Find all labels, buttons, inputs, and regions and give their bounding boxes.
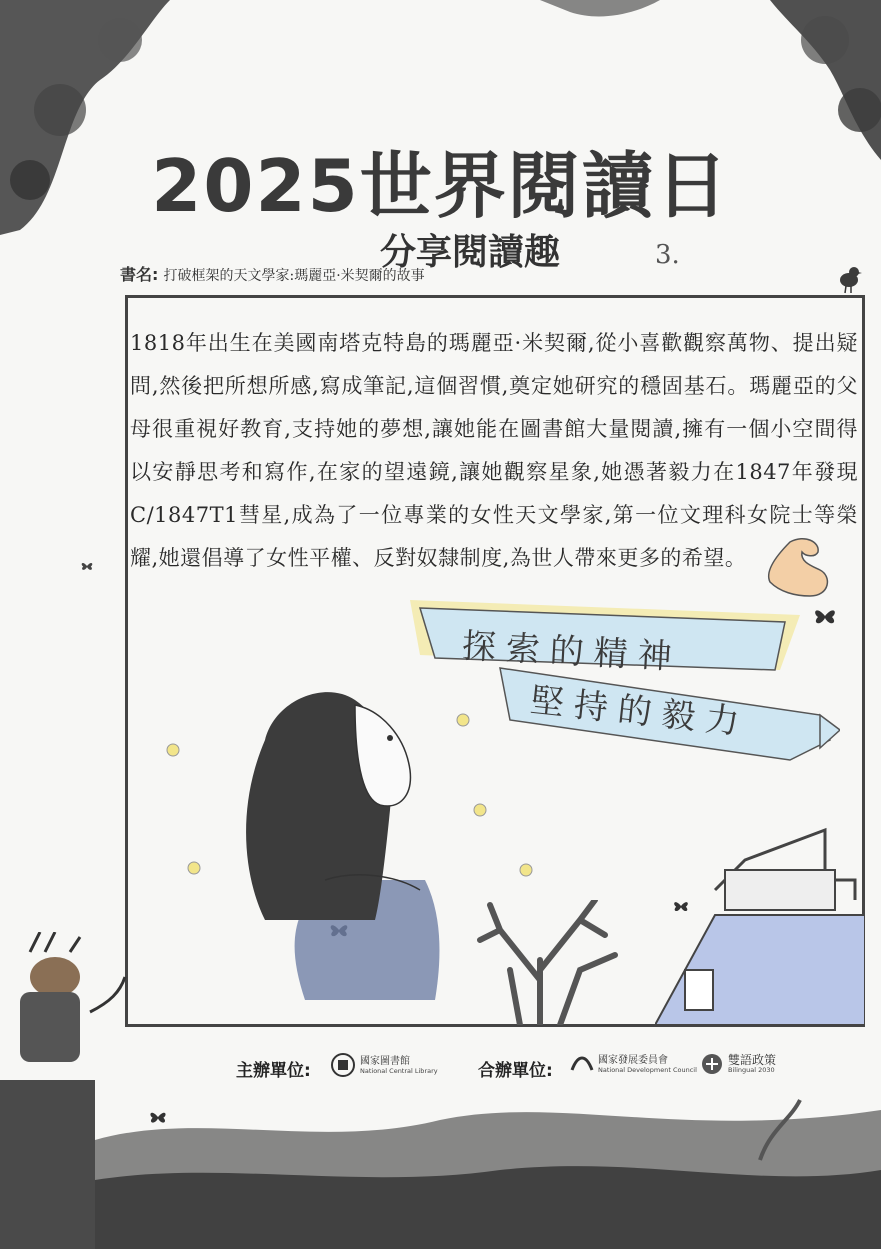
host-org-name: 國家圖書館 (360, 1055, 410, 1067)
bird-icon (836, 262, 862, 294)
story-text: 1818年出生在美國南塔克特島的瑪麗亞·米契爾,從小喜歡觀察萬物、提出疑問,然後把所想所感,寫成筆記,這個習慣,奠定她研究的穩固基石。瑪麗亞的父母很重視好教育,支持她的夢想,讓她能在圖書館大量閱讀,擁有一個小空間得以安靜思考和寫作,在家的望遠鏡,讓她觀察星象,她憑著毅力在1847年發現C/1847T1彗星,成為了一位專業的女性天文學家,第一位文理科女院士等榮耀,她還倡導了女性平權、反對奴隸制度,為世人帶來更多的希望。 (130, 331, 858, 570)
bilingual-policy-english: Bilingual 2030 (728, 1065, 775, 1074)
page-title: 2025世界閱讀日 (151, 144, 730, 228)
bilingual-policy-logo-icon (700, 1052, 724, 1076)
star-icon (472, 802, 488, 818)
foliage-top-center (540, 0, 660, 22)
page-subtitle: 分享閱讀趣 (380, 232, 561, 273)
co-org-ndc (570, 1052, 697, 1076)
banner-line-2: 堅持的毅力 (528, 680, 752, 744)
host-org (330, 1052, 438, 1078)
book-title-label: 書名: (120, 265, 159, 284)
co-organizer-label: 合辦單位: (478, 1061, 553, 1081)
butterfly-icon (80, 560, 94, 572)
ndc-logo-icon (570, 1052, 594, 1076)
house-illustration (655, 820, 865, 1025)
footer-organizers (0, 1050, 881, 1080)
bilingual-policy-name: 雙語政策 (728, 1052, 777, 1067)
ndc-name: 國家發展委員會 (598, 1054, 668, 1066)
banner-line-1: 探索的精神 (460, 626, 683, 678)
book-title-value: 打破框架的天文學家:瑪麗亞·米契爾的故事 (163, 268, 425, 284)
page-number: 3. (655, 240, 680, 270)
girl-illustration (205, 680, 465, 1020)
co-org-bilingual (700, 1052, 776, 1076)
host-org-english: National Central Library (360, 1066, 438, 1075)
coral-illustration (440, 900, 640, 1025)
host-label: 主辦單位: (236, 1061, 311, 1081)
ndc-english: National Development Council (598, 1065, 697, 1074)
star-icon (165, 742, 181, 758)
book-title-line (120, 262, 425, 285)
star-icon (186, 860, 202, 876)
star-icon (518, 862, 534, 878)
star-icon (455, 712, 471, 728)
national-central-library-logo-icon (330, 1052, 356, 1078)
bottom-landscape (0, 1080, 881, 1249)
